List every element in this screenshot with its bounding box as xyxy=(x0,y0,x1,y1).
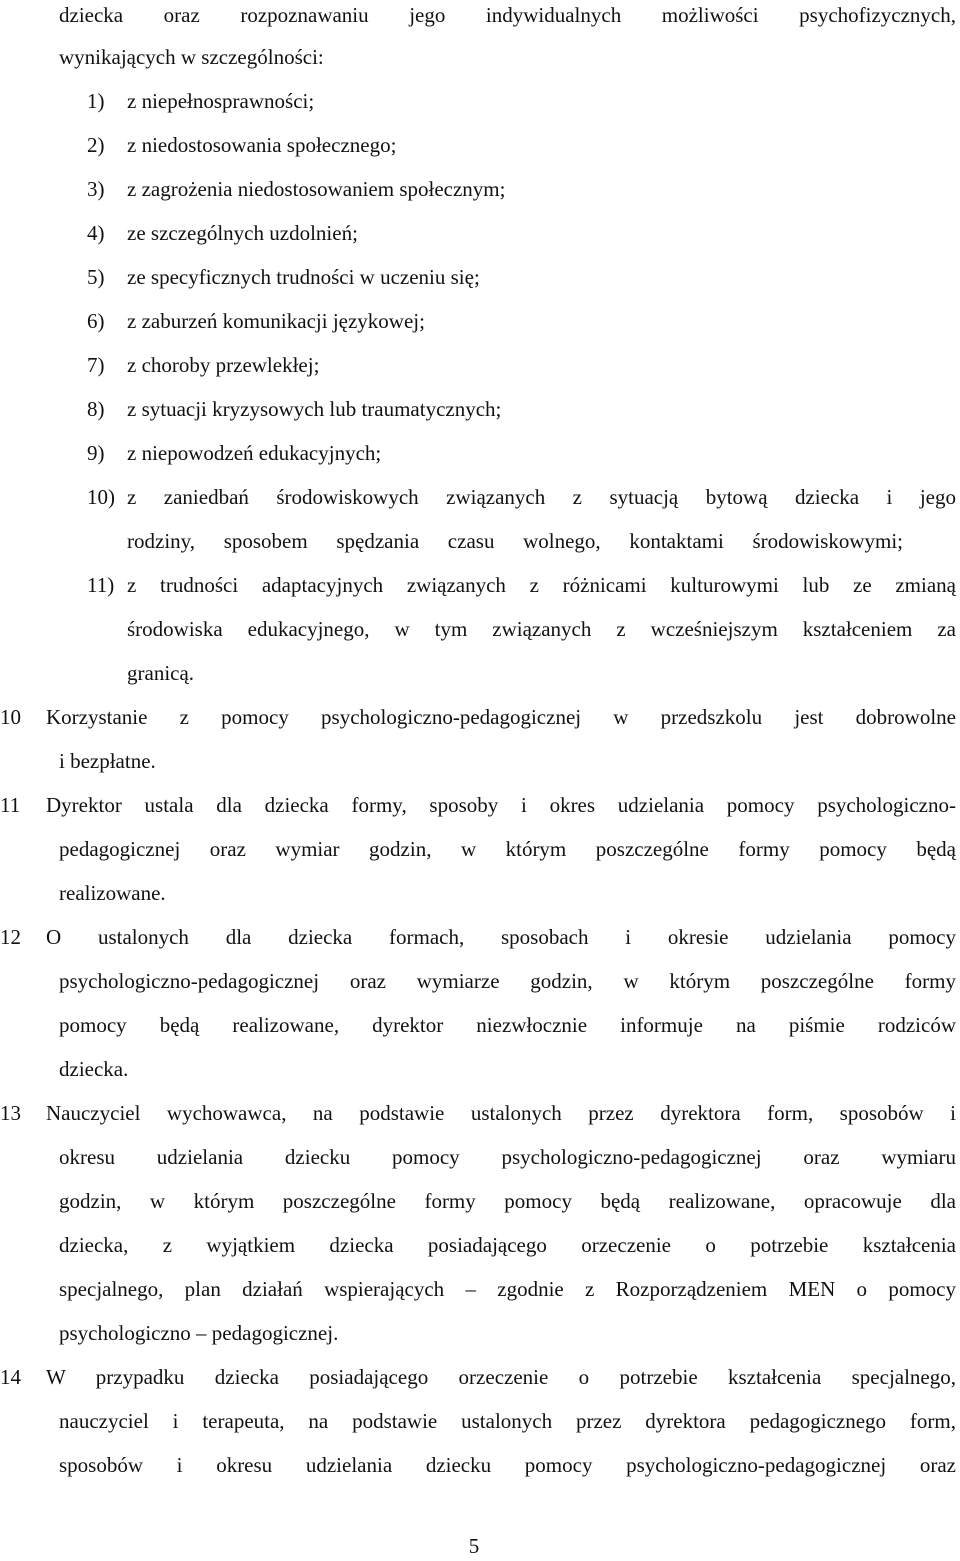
sub-item-10-cont-1: rodziny, sposobem spędzania czasu wolnego, kontaktami środowiskowymi; xyxy=(127,529,903,553)
item-12: 12 O ustalonych dla dziecka formach, sposobach i okresie udzielania pomocy xyxy=(0,925,956,949)
item-12-cont-1: psychologiczno-pedagogicznej oraz wymiarze godzin, w którym poszczególne formy xyxy=(59,969,956,993)
item-13-cont-1: okresu udzielania dziecku pomocy psychologiczno-pedagogicznej oraz wymiaru xyxy=(59,1145,956,1169)
item-13-cont-4: specjalnego, plan działań wspierających – zgodnie z Rozporządzeniem MEN o pomocy xyxy=(59,1277,956,1301)
sub-item-11-cont-2: granicą. xyxy=(127,661,195,685)
item-14-cont-1: nauczyciel i terapeuta, na podstawie ustalonych przez dyrektora pedagogicznego form, xyxy=(59,1409,956,1433)
sub-item-6: 6) z zaburzeń komunikacji językowej; xyxy=(87,309,425,333)
item-13: 13 Nauczyciel wychowawca, na podstawie ustalonych przez dyrektora form, sposobów i xyxy=(0,1101,956,1125)
sub-item-9: 9) z niepowodzeń edukacyjnych; xyxy=(87,441,382,465)
intro-line-1: dziecka oraz rozpoznawaniu jego indywidualnych możliwości psychofizycznych, xyxy=(59,3,956,27)
sub-item-10: 10) z zaniedbań środowiskowych związanych z sytuacją bytową dziecka i jego xyxy=(87,485,956,509)
item-12-cont-2: pomocy będą realizowane, dyrektor niezwłocznie informuje na piśmie rodziców xyxy=(59,1013,956,1037)
sub-item-5: 5) ze specyficznych trudności w uczeniu się; xyxy=(87,265,480,289)
sub-item-11-cont-1: środowiska edukacyjnego, w tym związanych z wcześniejszym kształceniem za xyxy=(127,617,956,641)
item-11-cont-2: realizowane. xyxy=(59,881,166,905)
item-11-cont-1: pedagogicznej oraz wymiar godzin, w którym poszczególne formy pomocy będą xyxy=(59,837,956,861)
sub-item-1: 1) z niepełnosprawności; xyxy=(87,89,315,113)
sub-item-8: 8) z sytuacji kryzysowych lub traumatycznych; xyxy=(87,397,502,421)
item-14-cont-2: sposobów i okresu udzielania dziecku pomocy psychologiczno-pedagogicznej oraz xyxy=(59,1453,956,1477)
sub-item-7: 7) z choroby przewlekłej; xyxy=(87,353,320,377)
item-13-cont-5: psychologiczno – pedagogicznej. xyxy=(59,1321,339,1345)
intro-line-2: wynikających w szczególności: xyxy=(59,45,324,69)
page-number: 5 xyxy=(468,1534,480,1558)
item-10: 10 Korzystanie z pomocy psychologiczno-pedagogicznej w przedszkolu jest dobrowolne xyxy=(0,705,956,729)
item-14: 14 W przypadku dziecka posiadającego orzeczenie o potrzebie kształcenia specjalnego, xyxy=(0,1365,956,1389)
item-13-cont-3: dziecka, z wyjątkiem dziecka posiadającego orzeczenie o potrzebie kształcenia xyxy=(59,1233,956,1257)
item-12-cont-3: dziecka. xyxy=(59,1057,129,1081)
item-11: 11 Dyrektor ustala dla dziecka formy, sposoby i okres udzielania pomocy psychologiczno- xyxy=(0,793,956,817)
sub-item-2: 2) z niedostosowania społecznego; xyxy=(87,133,397,157)
item-10-cont-1: i bezpłatne. xyxy=(59,749,156,773)
item-13-cont-2: godzin, w którym poszczególne formy pomocy będą realizowane, opracowuje dla xyxy=(59,1189,956,1213)
sub-item-3: 3) z zagrożenia niedostosowaniem społecznym; xyxy=(87,177,506,201)
sub-item-11: 11) z trudności adaptacyjnych związanych z różnicami kulturowymi lub ze zmianą xyxy=(87,573,956,597)
sub-item-4: 4) ze szczególnych uzdolnień; xyxy=(87,221,358,245)
